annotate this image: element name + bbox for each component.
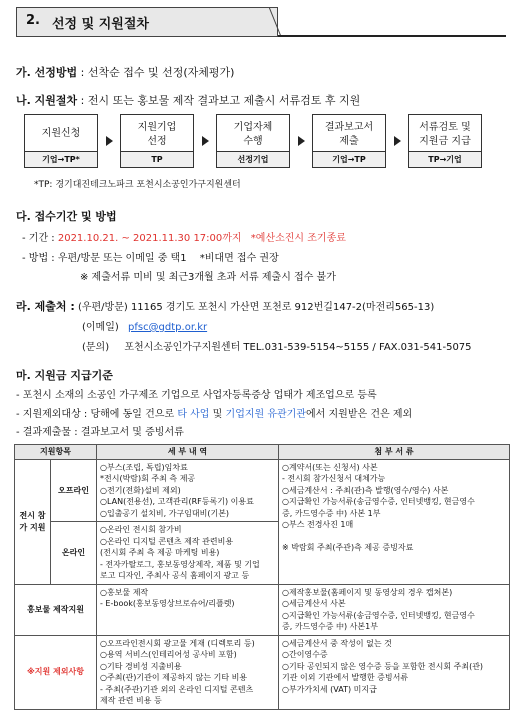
- flow-step-text: 수행: [243, 136, 263, 147]
- detail-line: *전시(박람)회 주최 측 제공: [100, 474, 196, 483]
- doc-line: ○부스 전경사진 1매: [282, 520, 354, 529]
- detail-cell: [97, 584, 279, 635]
- payment-line: - 포천시 소재의 소공인 가구제조 기업으로 사업자등록증상 업태가 제조업으로 등록: [16, 390, 377, 401]
- exclusion-other-project: 타 사업: [177, 409, 210, 420]
- detail-line: ○LAN(전용선), 고객관리(RF등록기) 이용료: [100, 497, 254, 506]
- procedure-heading: [16, 92, 360, 108]
- flow-step: [24, 114, 98, 168]
- payment-exclusion: [16, 405, 412, 420]
- flow-step-actor: 기업→TP: [313, 151, 385, 167]
- doc-line: ○간이영수증: [282, 650, 328, 659]
- period-heading: 다. 접수기간 및 방법: [16, 210, 117, 223]
- selection-text: : 선착순 접수 및 선정(자체평가): [80, 66, 235, 79]
- detail-line: ○오프라인전시회 광고물 게재 (디렉토리 등): [100, 638, 255, 648]
- flow-step-text: 지원금 지급: [419, 136, 471, 147]
- detail-line: ○부스(조립, 독립)임차료: [100, 462, 188, 472]
- column-header: 첨 부 서 류: [279, 445, 510, 460]
- detail-line: 제작 관련 비용 등: [100, 696, 162, 705]
- exclusion-support-agency: 기업지원 유관기관: [225, 409, 306, 420]
- header-decoration: [266, 7, 286, 37]
- doc-line: ○계약서(또는 신청서) 사본: [282, 462, 378, 472]
- method-row: [22, 249, 279, 264]
- submission-contact: [82, 338, 472, 353]
- procedure-label: 나. 지원절차: [16, 94, 78, 107]
- detail-cell: [97, 635, 279, 709]
- doc-line: [282, 531, 506, 543]
- column-header: 세 부 내 역: [97, 445, 279, 460]
- arrow-right-icon: [298, 136, 305, 146]
- exhibit-group-label: 전시 참가 지원: [19, 511, 46, 532]
- detail-line: ○주최(관)기관이 제공하지 않는 기타 비용: [100, 673, 248, 682]
- flow-step-text: 서류검토 및: [419, 122, 471, 133]
- submission-post: [16, 298, 434, 314]
- period-note: *예산소진시 조기종료: [250, 233, 346, 244]
- section-title: 선정 및 지원절차: [52, 17, 149, 32]
- doc-line: ○지급확인 가능서류(송금영수증, 인터넷뱅킹, 현금영수: [282, 610, 475, 620]
- exclusion-text: 에서 지원받은 건은 제외: [306, 409, 413, 420]
- table-row: [15, 459, 510, 522]
- payment-deliverable: - 결과제출물 : 결과보고서 및 증빙서류: [16, 427, 184, 438]
- flow-step: [120, 114, 194, 168]
- flow-step-actor: 기업→TP*: [25, 151, 97, 167]
- period-value: 2021.10.21. ~ 2021.11.30 17:00까지: [57, 233, 242, 244]
- arrow-right-icon: [394, 136, 401, 146]
- detail-cell: [97, 522, 279, 585]
- flow-step-text: 지원기업: [137, 122, 177, 133]
- doc-line: - 전시회 참가신청서 대체가능: [282, 474, 386, 483]
- section-underline: [278, 35, 506, 37]
- payment-heading: 마. 지원금 지급기준: [16, 369, 113, 382]
- email-link[interactable]: pfsc@gdtp.or.kr: [127, 322, 208, 333]
- detail-cell: [97, 459, 279, 522]
- doc-line: ○세금계산서 사본: [282, 599, 346, 608]
- detail-line: ○홍보물 제작: [100, 587, 149, 597]
- table-header-row: [15, 445, 510, 460]
- period-label: - 기간 :: [22, 233, 55, 244]
- detail-line: - E-book(홍보동영상브로슈어/리플렛): [100, 599, 235, 608]
- section-header: [16, 7, 506, 37]
- detail-line: ○용역 서비스(인테리어성 공사비 포함): [100, 650, 237, 659]
- column-header: 지원항목: [15, 445, 97, 460]
- detail-line: ○기타 경비성 지출비용: [100, 661, 182, 671]
- arrow-right-icon: [106, 136, 113, 146]
- detail-line: ○온라인 디지털 콘텐츠 제작 관련비용: [100, 536, 234, 546]
- table-row: [15, 584, 510, 635]
- period-row: [22, 229, 346, 244]
- docs-cell: [279, 635, 510, 709]
- submission-email: [82, 318, 207, 333]
- method-value: 우편/방문 또는 이메일 중 택1: [57, 253, 187, 264]
- detail-line: 로고 디자인, 주최사 공식 홈페이지 광고 등: [100, 571, 250, 580]
- doc-line: ○세금계산서 : 주최(관)측 발행(영수/영수) 사본: [282, 485, 449, 495]
- flow-step-text: 결과보고서: [324, 122, 374, 133]
- selection-method: [16, 64, 234, 80]
- detail-line: ○전기(전화)설비 제외): [100, 485, 181, 495]
- flow-step-text: 지원신청: [41, 128, 81, 139]
- row-label-exclusion: ※지원 제외사항: [15, 635, 97, 709]
- contact-value: 포천시소공인가구지원센터 TEL.031-539-5154~5155 / FAX.031-541-5075: [124, 342, 472, 353]
- section-number: 2.: [26, 13, 40, 28]
- method-note: *비대면 접수 권장: [199, 253, 279, 264]
- post-label: (우편/방문): [77, 302, 128, 313]
- doc-line: ○세금계산서 중 작성이 없는 것: [282, 638, 392, 648]
- doc-line: 기관 이외 기관에서 발행한 증빙서류: [282, 673, 409, 682]
- arrow-right-icon: [202, 136, 209, 146]
- method-label: - 방법 :: [22, 253, 55, 264]
- exclusion-text: 및: [212, 409, 223, 420]
- row-label: 온라인: [51, 522, 97, 585]
- selection-label: 가. 선정방법: [16, 66, 78, 79]
- row-label: 홍보물 제작지원: [15, 584, 97, 635]
- procedure-footnote: *TP: 경기대진테크노파크 포천시소공인가구지원센터: [34, 180, 241, 190]
- detail-line: ○온라인 전시회 참가비: [100, 525, 182, 534]
- flow-step-actor: TP→기업: [409, 151, 481, 167]
- procedure-text: : 전시 또는 홍보물 제작 결과보고 제출시 서류검토 후 지원: [80, 94, 361, 107]
- submission-label: 라. 제출처 :: [16, 300, 75, 313]
- docs-cell: [279, 459, 510, 584]
- submission-warning: ※ 제출서류 미비 및 최근3개월 초과 서류 제출시 접수 불가: [80, 272, 336, 283]
- flow-step-actor: 선정기업: [217, 151, 289, 167]
- email-label: (이메일): [82, 322, 119, 333]
- attachment-table: [14, 444, 510, 710]
- flow-step-text: 선정: [147, 136, 167, 147]
- detail-line: - 주최(주관)기관 외의 온라인 디지털 콘텐츠: [100, 684, 254, 694]
- contact-label: (문의): [82, 342, 110, 353]
- post-value: 11165 경기도 포천시 가산면 포천로 912번길147-2(마전리565-13): [130, 302, 435, 313]
- docs-cell: [279, 584, 510, 635]
- doc-line: ○지급확인 가능서류(송금영수증, 인터넷뱅킹, 현금영수: [282, 497, 475, 506]
- detail-line: ○입출공기 설치비, 가구임대비(기본): [100, 508, 230, 518]
- detail-line: (전시회 주최 측 제공 마케팅 비용): [100, 548, 220, 557]
- doc-line: 증, 카드영수증 中) 사본1부: [282, 622, 378, 631]
- flow-step: [216, 114, 290, 168]
- doc-line: ※ 박람회 주최(주관)측 제공 증빙자료: [282, 543, 414, 552]
- doc-line: ○부가가치세 (VAT) 미지급: [282, 684, 377, 694]
- detail-line: - 전자카탈로그, 홍보동영상제작, 제품 및 기업: [100, 559, 260, 569]
- doc-line: ○제작홍보물(홈페이지 및 동영상의 경우 캡쳐본): [282, 587, 453, 597]
- exhibit-group-cell: [15, 459, 51, 584]
- doc-line: 증, 카드영수증 中) 사본 1부: [282, 508, 381, 518]
- exclusion-text: - 지원제외대상 : 당해에 동일 건으로: [16, 409, 175, 420]
- flow-step: [312, 114, 386, 168]
- table-row: [15, 635, 510, 709]
- flow-step: [408, 114, 482, 168]
- flow-step-text: 기업자체: [233, 122, 273, 133]
- flow-step-actor: TP: [121, 151, 193, 167]
- row-label: 오프라인: [51, 459, 97, 522]
- flow-step-text: 제출: [339, 136, 359, 147]
- doc-line: ○기타 공인되지 않은 영수증 등을 포함한 전시회 주최(관): [282, 661, 484, 671]
